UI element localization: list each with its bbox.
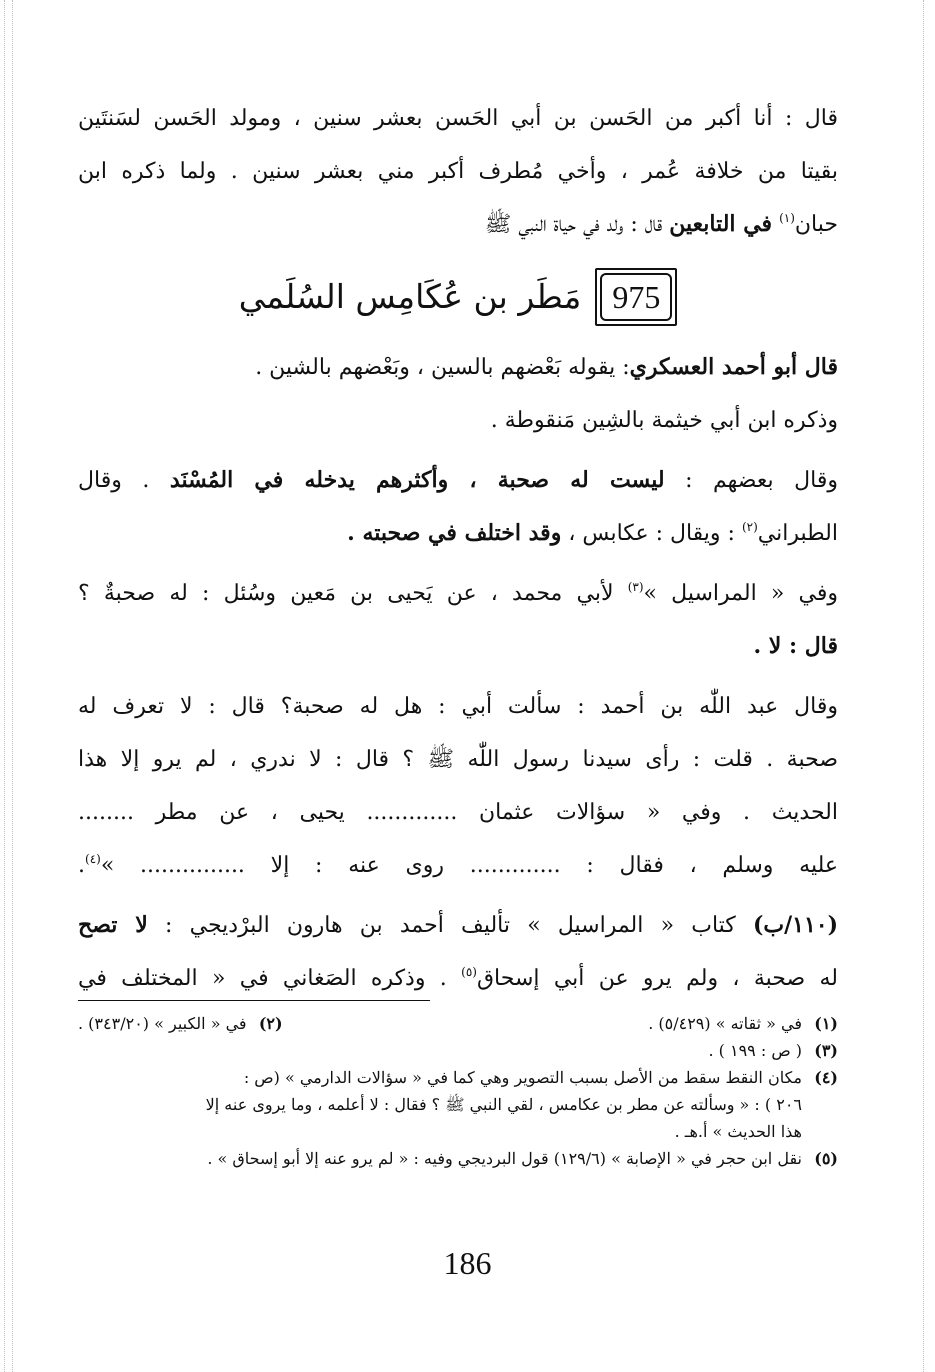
text-line-8: [78, 567, 838, 620]
text-line-14: [78, 899, 838, 952]
text-tabarani: الطبراني: [757, 521, 838, 546]
bold-folio: (١١٠/ب): [752, 912, 838, 938]
text-line-1: [78, 92, 838, 145]
footnote-ref-3: (٣): [627, 580, 644, 594]
bold-disputed: وقد اختلف في صحبته .: [347, 520, 562, 546]
footnote-2-number: (٢): [258, 1014, 283, 1033]
text-line-2-content: بقيتا من خلافة عُمر ، وأخي مُطرف أكبر مني بعشر سنين . ولما ذكره ابن: [78, 159, 838, 184]
text-some-said: وقال بعضهم :: [685, 468, 838, 493]
text-line-13: [78, 839, 838, 892]
footnote-5-number: (٥): [814, 1149, 838, 1168]
text-line-12: [78, 786, 838, 839]
text-akabis: : ويقال : عكابس ،: [568, 521, 735, 546]
text-askari-rest: : يقوله بَعْضهم بالسين ، وبَعْضهم بالشين .: [255, 355, 630, 380]
footnote-5: [78, 1145, 838, 1172]
text-after-tabiin: قال : ولد في حياة النبي ﷺ: [484, 212, 663, 237]
footnote-4: [78, 1064, 838, 1091]
footnote-4-cont: [78, 1091, 838, 1118]
scan-edge-left: [4, 0, 5, 1372]
text-line-12-content: الحديث . وفي « سؤالات عثمان ............. يحيى ، عن مطر ........: [78, 800, 838, 825]
footnote-1-2: [78, 1010, 838, 1037]
text-line-4: [78, 341, 838, 394]
text-line-3: [78, 198, 838, 251]
entry-heading: [78, 253, 838, 341]
bold-said-no: قال : لا .: [753, 633, 838, 659]
footnote-2-text: في « الكبير » (٣٤٣/٢٠) .: [78, 1014, 247, 1033]
text-line-6: [78, 454, 838, 507]
text-abi-ishaq: له صحبة ، ولم يرو عن أبي إسحاق: [476, 966, 839, 991]
text-line-11: [78, 733, 838, 786]
bold-in-tabiin: في التابعين: [669, 211, 773, 237]
text-line-13-end: .: [78, 853, 85, 878]
footnote-2: [78, 1010, 283, 1037]
text-line-10-content: وقال عبد اللّٰه بن أحمد : سألت أبي : هل له صحبة؟ قال : لا تعرف له: [78, 694, 838, 719]
footnote-ref-2: (٢): [741, 520, 758, 534]
text-bardiji: كتاب « المراسيل » تأليف أحمد بن هارون البرْديجي :: [165, 913, 736, 938]
text-saghani: . وذكره الصَغاني في « المختلف في: [78, 966, 447, 991]
text-line-7: [78, 507, 838, 560]
page-number: 186: [443, 1245, 492, 1281]
footnote-1-number: (١): [814, 1014, 838, 1033]
scan-edge-left-2: [12, 0, 13, 1372]
footnote-3: [78, 1037, 838, 1064]
entry-name: مَطَر بن عُكَامِس السُلَمي: [238, 277, 582, 316]
entry-number: 975: [600, 273, 672, 321]
text-line-1-content: قال : أنا أكبر من الحَسن بن أبي الحَسن بعشر سنين ، ومولد الحَسن لسَنتَين: [78, 106, 838, 131]
text-line-2: [78, 145, 838, 198]
text-line-5-content: وذكره ابن أبي خيثمة بالشِين مَنقوطة .: [490, 408, 838, 433]
main-text: [78, 92, 838, 1005]
footnote-1-text: في « ثقاته » (٥/٤٢٩) .: [648, 1014, 802, 1033]
text-line-13-content: عليه وسلم ، فقال : ............. روى عنه : إلا ............... »: [100, 853, 838, 878]
text-line-9: [78, 620, 838, 673]
footnote-ref-4: (٤): [85, 852, 101, 866]
entry-number-box: [595, 268, 677, 326]
footnote-3-text: ( ص : ١٩٩ ) .: [708, 1041, 802, 1060]
footnote-4-number: (٤): [814, 1068, 838, 1087]
footnote-4-line-2: ٢٠٦ ) : « وسألته عن مطر بن عكامس ، لقي النبي ﷺ ؟ فقال : لا أعلمه ، وما يروى عنه إلا: [205, 1095, 802, 1114]
footnote-5-text: نقل ابن حجر في « الإصابة » (١٢٩/٦) قول البرديجي وفيه : « لم يرو عنه إلا أبو إسحاق » .: [207, 1149, 802, 1168]
text-line-11-content: صحبة . قلت : رأى سيدنا رسول اللّٰه ﷺ ؟ قال : لا ندري ، لم يرو إلا هذا: [78, 747, 838, 772]
text-line-5: [78, 394, 838, 447]
footnote-4-line-3: هذا الحديث » أ.هـ .: [674, 1122, 802, 1141]
footnote-3-number: (٣): [814, 1041, 838, 1060]
text-abi-muhammad: لأبي محمد ، عن يَحيى بن مَعين وسُئل : له صحبةٌ ؟: [78, 581, 614, 606]
bold-no-companionship: ليست له صحبة ، وأكثرهم يدخله في المُسْنَد: [169, 467, 665, 493]
bold-not-valid: لا تصح: [78, 912, 148, 938]
bold-askari: قال أبو أحمد العسكري: [629, 354, 838, 380]
footnote-rule: [78, 1000, 430, 1001]
footnote-4-cont-2: [78, 1118, 838, 1145]
text-marasil: وفي « المراسيل »: [643, 581, 838, 606]
text-hibban: حبان: [794, 212, 838, 237]
text-and-said: . وقال: [78, 468, 150, 493]
text-line-10: [78, 680, 838, 733]
footnote-4-line-1: مكان النقط سقط من الأصل بسبب التصوير وهي كما في « سؤالات الدارمي » (ص :: [243, 1068, 802, 1087]
scan-edge-right: [923, 0, 924, 1372]
footnote-ref-1: (١): [779, 211, 795, 225]
text-line-15: [78, 952, 838, 1005]
footnote-ref-5: (٥): [461, 965, 477, 979]
footnotes: [78, 1010, 838, 1172]
